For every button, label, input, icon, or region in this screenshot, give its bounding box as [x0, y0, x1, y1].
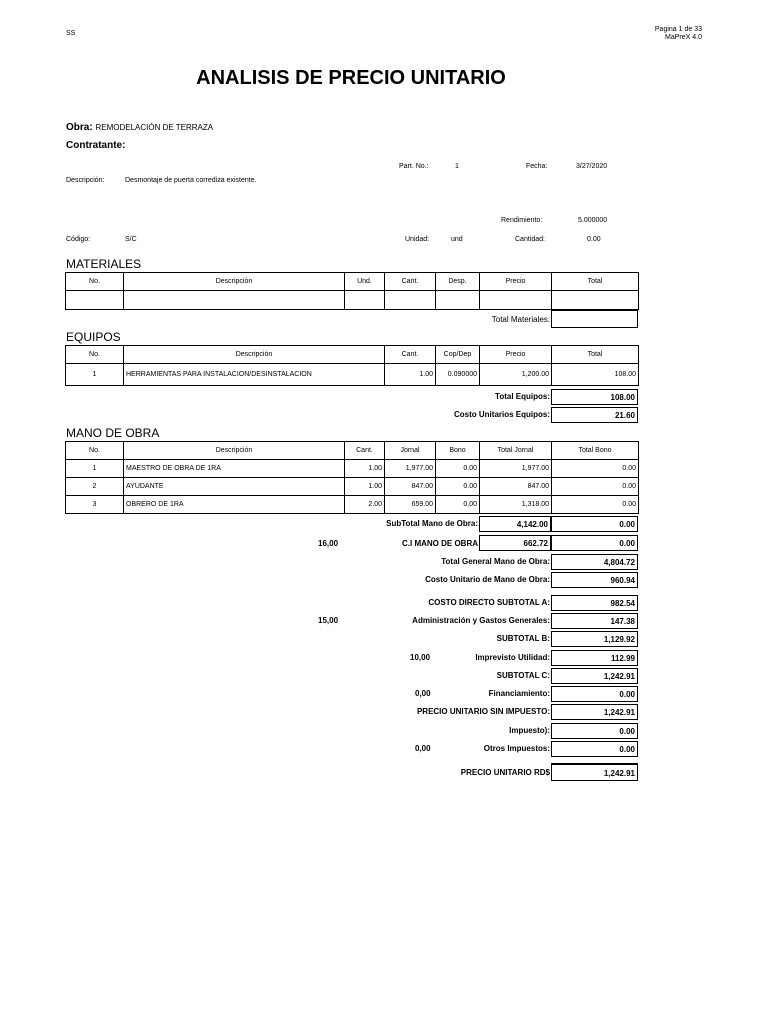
app-version: MaPreX 4.0 — [665, 34, 702, 41]
part-label: Part. No.: — [399, 163, 429, 170]
cell-copdep: 0.090000 — [436, 364, 480, 386]
general-mano-value: 4,804.72 — [551, 554, 638, 570]
ci-percent: 16,00 — [318, 539, 339, 548]
col-cant: Cant. — [385, 273, 436, 291]
cell-bono: 0.00 — [436, 478, 480, 496]
total-equipos-label: Total Equipos: — [495, 392, 550, 401]
sin-impuesto-value: 1,242.91 — [551, 704, 638, 720]
costo-directo-label: COSTO DIRECTO SUBTOTAL A: — [428, 598, 550, 607]
cell-total-bono: 0.00 — [552, 478, 639, 496]
equipos-table — [65, 345, 639, 386]
admin-label: Administración y Gastos Generales: — [412, 616, 550, 625]
subtotal-mano-jornal: 4,142.00 — [479, 516, 551, 532]
cell-bono: 0.00 — [436, 496, 480, 514]
cell-descripcion: AYUDANTE — [124, 478, 345, 496]
table-row — [66, 478, 639, 496]
col-descripcion: Descripción — [124, 273, 345, 291]
equipos-heading: EQUIPOS — [66, 330, 121, 344]
cell-jornal: 847.00 — [385, 478, 436, 496]
codigo-label: Código: — [66, 236, 91, 243]
cell-no: 2 — [66, 478, 124, 496]
admin-value: 147.38 — [551, 613, 638, 629]
costo-equipos-value: 21.60 — [551, 407, 638, 423]
ci-bono: 0.00 — [551, 535, 638, 551]
fecha-value: 3/27/2020 — [576, 163, 608, 170]
col-descripcion: Descripción — [124, 346, 385, 364]
precio-final-value: 1,242.91 — [551, 763, 638, 781]
cell-cant: 1.00 — [345, 460, 385, 478]
cell-jornal: 659.00 — [385, 496, 436, 514]
general-mano-label: Total General Mano de Obra: — [441, 557, 550, 566]
financiamiento-percent: 0,00 — [415, 689, 431, 698]
ci-label: C.I MANO DE OBRA — [402, 539, 478, 548]
col-desp: Desp. — [436, 273, 480, 291]
col-total-jornal: Total Jornal — [480, 442, 552, 460]
codigo-value: S/C — [125, 236, 137, 243]
col-total: Total — [552, 346, 639, 364]
table-row — [66, 460, 639, 478]
col-precio: Precio — [480, 273, 552, 291]
obra-value: REMODELACIÓN DE TERRAZA — [95, 123, 214, 132]
costo-equipos-label: Costo Unitarios Equipos: — [454, 410, 550, 419]
mano-table — [65, 441, 639, 514]
costo-mano-value: 960.94 — [551, 572, 638, 588]
obra-line — [66, 122, 213, 133]
imprevisto-label: Imprevisto Utilidad: — [475, 653, 550, 662]
col-cant: Cant. — [345, 442, 385, 460]
materiales-header-row — [66, 273, 639, 291]
cell-descripcion: MAESTRO DE OBRA DE 1RA — [124, 460, 345, 478]
unidad-label: Unidad: — [405, 236, 430, 243]
cell-no: 1 — [66, 460, 124, 478]
impuesto-label: Impuesto): — [509, 726, 550, 735]
cell-total-jornal: 1,318.00 — [480, 496, 552, 514]
cell — [66, 291, 124, 310]
sin-impuesto-label: PRECIO UNITARIO SIN IMPUESTO: — [416, 707, 550, 716]
precio-final-label: PRECIO UNITARIO RD$ — [460, 768, 550, 777]
otros-value: 0.00 — [551, 741, 638, 757]
cell-cant: 1.00 — [345, 478, 385, 496]
imprevisto-value: 112.99 — [551, 650, 638, 666]
subtotal-c-label: SUBTOTAL C: — [496, 671, 550, 680]
cell-cant: 2.00 — [345, 496, 385, 514]
cell-total-bono: 0.00 — [552, 496, 639, 514]
materiales-heading: MATERIALES — [66, 257, 142, 271]
otros-percent: 0,00 — [415, 744, 431, 753]
rendimiento-value: 5.000000 — [578, 217, 608, 224]
cell — [552, 291, 639, 310]
mano-heading: MANO DE OBRA — [66, 426, 160, 440]
cell-bono: 0.00 — [436, 460, 480, 478]
cell-total-bono: 0.00 — [552, 460, 639, 478]
cell-no: 3 — [66, 496, 124, 514]
col-bono: Bono — [436, 442, 480, 460]
cell-total-jornal: 1,977.00 — [480, 460, 552, 478]
cell-precio: 1,200.00 — [480, 364, 552, 386]
table-row — [66, 364, 639, 386]
cantidad-label: Cantidad: — [515, 236, 545, 243]
total-materiales-label: Total Materiales: — [491, 315, 550, 324]
subtotal-b-label: SUBTOTAL B: — [496, 634, 550, 643]
col-copdep: Cop/Dep — [436, 346, 480, 364]
subtotal-b-value: 1,129.92 — [551, 631, 638, 647]
cell — [345, 291, 385, 310]
unidad-value: und — [451, 236, 463, 243]
cell — [436, 291, 480, 310]
cell-total: 108.00 — [552, 364, 639, 386]
total-equipos-value: 108.00 — [551, 389, 638, 405]
subtotal-c-value: 1,242.91 — [551, 668, 638, 684]
equipos-header-row — [66, 346, 639, 364]
table-row — [66, 496, 639, 514]
fecha-label: Fecha: — [526, 163, 548, 170]
col-und: Und. — [345, 273, 385, 291]
col-cant: Cant. — [385, 346, 436, 364]
impuesto-value: 0.00 — [551, 723, 638, 739]
admin-percent: 15,00 — [318, 616, 339, 625]
financiamiento-value: 0.00 — [551, 686, 638, 702]
total-materiales-value — [551, 310, 638, 328]
contratante-label: Contratante: — [66, 140, 126, 151]
subtotal-mano-bono: 0.00 — [551, 516, 638, 532]
descripcion-label: Descripción: — [66, 177, 105, 184]
col-descripcion: Descripción — [124, 442, 345, 460]
col-precio: Precio — [480, 346, 552, 364]
descripcion-value: Desmontaje de puerta corrediza existente. — [125, 177, 257, 184]
cantidad-value: 0.00 — [587, 236, 601, 243]
cell-cant: 1.00 — [385, 364, 436, 386]
col-total-bono: Total Bono — [552, 442, 639, 460]
cell-descripcion: HERRAMIENTAS PARA INSTALACION/DESINSTALACION — [124, 364, 385, 386]
obra-label: Obra: — [66, 122, 93, 133]
table-row — [66, 291, 639, 310]
cell-no: 1 — [66, 364, 124, 386]
col-no: No. — [66, 442, 124, 460]
imprevisto-percent: 10,00 — [410, 653, 431, 662]
otros-label: Otros Impuestos: — [483, 744, 550, 753]
subtotal-mano-label: SubTotal Mano de Obra: — [386, 519, 478, 528]
doc-code: SS — [66, 30, 76, 37]
part-value: 1 — [455, 163, 459, 170]
costo-directo-value: 982.54 — [551, 595, 638, 611]
page-title: ANALISIS DE PRECIO UNITARIO — [196, 67, 506, 89]
costo-mano-label: Costo Unitario de Mano de Obra: — [425, 575, 550, 584]
cell — [385, 291, 436, 310]
cell-jornal: 1,977.00 — [385, 460, 436, 478]
col-no: No. — [66, 273, 124, 291]
cell — [124, 291, 345, 310]
rendimiento-label: Rendimiento: — [501, 217, 543, 224]
col-jornal: Jornal — [385, 442, 436, 460]
page-number: Pagina 1 de 33 — [654, 26, 702, 33]
cell-descripcion: OBRERO DE 1RA — [124, 496, 345, 514]
materiales-table — [65, 272, 639, 310]
cell — [480, 291, 552, 310]
financiamiento-label: Financiamiento: — [488, 689, 550, 698]
mano-header-row — [66, 442, 639, 460]
ci-jornal: 662.72 — [479, 535, 551, 551]
col-total: Total — [552, 273, 639, 291]
cell-total-jornal: 847.00 — [480, 478, 552, 496]
col-no: No. — [66, 346, 124, 364]
